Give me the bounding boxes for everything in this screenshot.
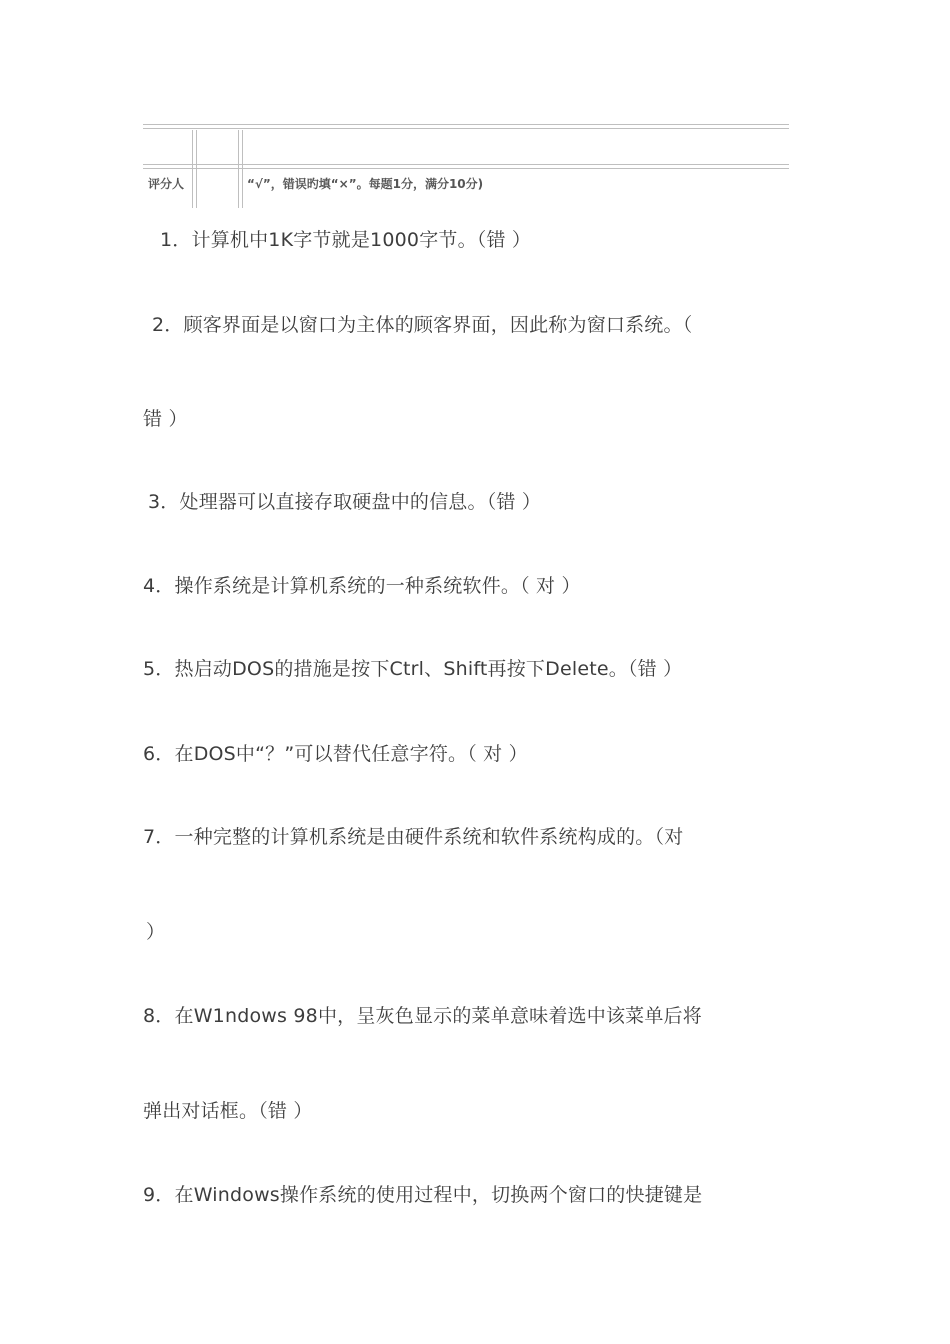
question-line: 6．在DOS中“？”可以替代任意字符。（ 对 ）: [143, 743, 528, 765]
question-line: 7．一种完整的计算机系统是由硬件系统和软件系统构成的。（对: [143, 826, 684, 848]
question-line: 1．计算机中1K字节就是1000字节。（错 ）: [160, 229, 532, 251]
table-column-divider: [192, 130, 197, 208]
grading-table: [143, 124, 789, 208]
question-line: 错 ）: [143, 408, 188, 430]
question-line: 弹出对话框。（错 ）: [143, 1100, 313, 1122]
question-line: 8．在W1ndows 98中，呈灰色显示的菜单意味着选中该菜单后将: [143, 1005, 702, 1027]
question-line: 9．在Windows操作系统的使用过程中，切换两个窗口的快捷键是: [143, 1184, 703, 1206]
question-line: 4．操作系统是计算机系统的一种系统软件。（ 对 ）: [143, 575, 581, 597]
question-line: 3．处理器可以直接存取硬盘中的信息。（错 ）: [148, 491, 542, 513]
question-line: 2．顾客界面是以窗口为主体的顾客界面，因此称为窗口系统。（: [152, 314, 693, 336]
question-line: ）: [146, 921, 166, 943]
section-instruction: “√”，错误旳填“×”。每题1分，满分10分): [247, 177, 484, 191]
table-top-border: [143, 124, 789, 129]
question-line: 5．热启动DOS的措施是按下Ctrl、Shift再按下Delete。（错 ）: [143, 658, 683, 680]
grader-label: 评分人: [148, 177, 185, 191]
table-column-divider: [238, 130, 243, 208]
